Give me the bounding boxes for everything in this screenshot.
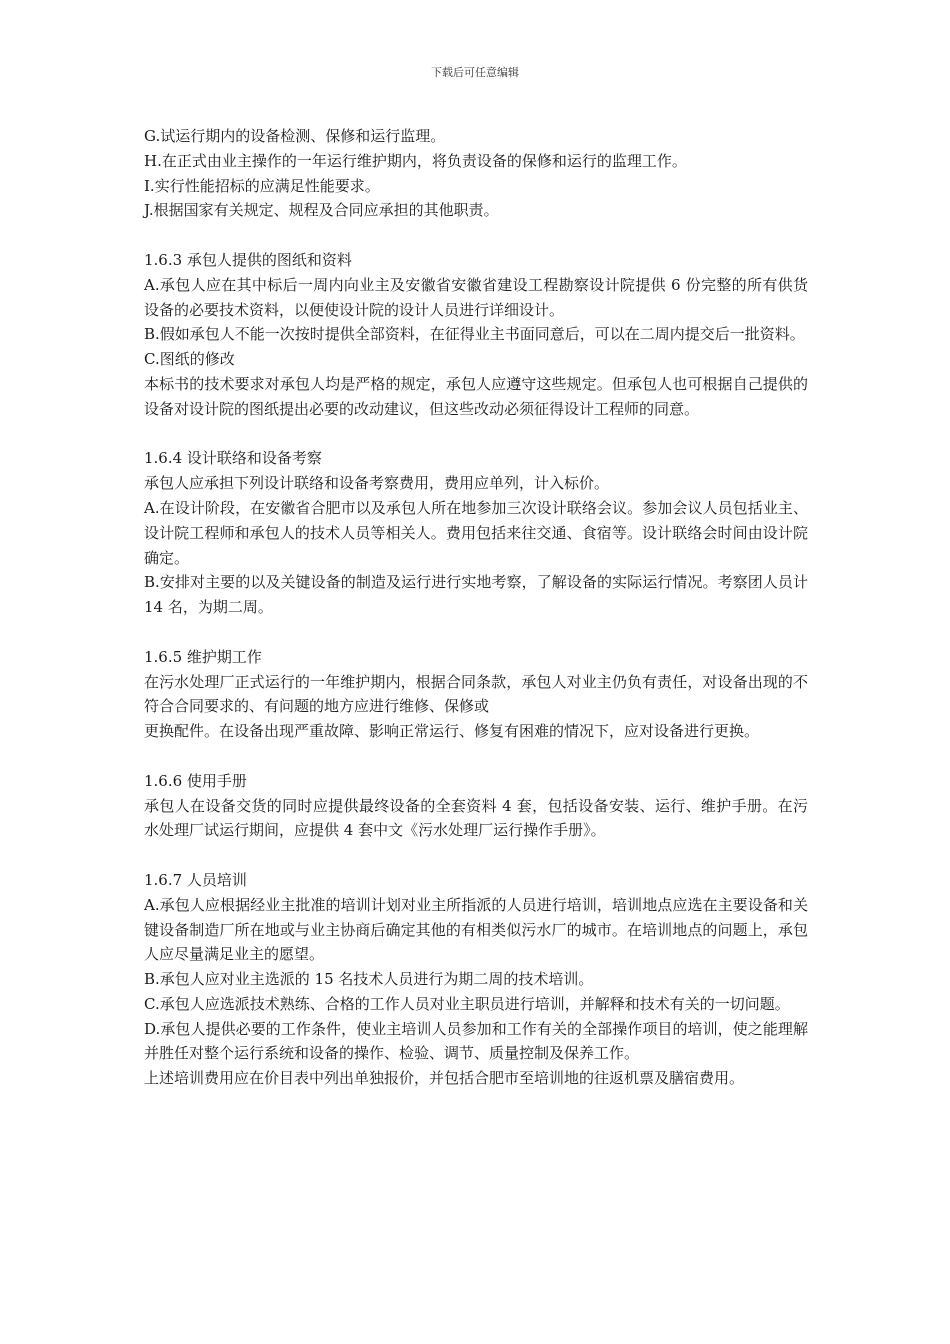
paragraph: B.假如承包人不能一次按时提供全部资料，在征得业主书面同意后，可以在二周内提交后一批资料。 — [144, 325, 805, 344]
paragraph: G.试运行期内的设备检测、保修和运行监理。 — [144, 127, 446, 145]
paragraph: 上述培训费用应在价目表中列出单独报价，并包括合肥市至培训地的往返机票及膳宿费用。 — [144, 1069, 745, 1088]
section-heading: 1.6.7 人员培训 — [144, 870, 247, 889]
paragraph-spacer — [144, 744, 808, 769]
paragraph-spacer — [144, 620, 808, 645]
paragraph: C.承包人应选派技术熟练、合格的工作人员对业主职员进行培训，并解释和技术有关的一切问题。 — [144, 994, 790, 1013]
paragraph: H.在正式由业主操作的一年运行维护期内，将负责设备的保修和运行的监理工作。 — [144, 151, 687, 170]
section-heading: 1.6.5 维护期工作 — [144, 647, 262, 666]
paragraph: C.图纸的修改 — [144, 350, 235, 369]
paragraph: 更换配件。在设备出现严重故障、影响正常运行、修复有困难的情况下，应对设备进行更换。 — [144, 722, 760, 741]
paragraph-spacer — [144, 422, 808, 447]
paragraph: A.在设计阶段，在安徽省合肥市以及承包人所在地参加三次设计联络会议。参加会议人员包括业主、设计院工程师和承包人的技术人员等相关人。费用包括来往交通、食宿等。设计联络会时间由设计院确定。 — [144, 498, 808, 567]
section-heading: 1.6.3 承包人提供的图纸和资料 — [144, 250, 352, 269]
section-heading: 1.6.6 使用手册 — [144, 771, 247, 790]
paragraph: B.安排对主要的以及关键设备的制造及运行进行实地考察，了解设备的实际运行情况。考察团人员计 14 名，为期二周。 — [144, 573, 808, 617]
document-body — [144, 124, 808, 1091]
paragraph-spacer — [144, 223, 808, 248]
paragraph: J.根据国家有关规定、规程及合同应承担的其他职责。 — [144, 201, 499, 220]
page-header: 下载后可任意编辑 — [431, 66, 519, 79]
paragraph: B.承包人应对业主选派的 15 名技术人员进行为期二周的技术培训。 — [144, 970, 594, 989]
paragraph: 承包人应承担下列设计联络和设备考察费用，费用应单列，计入标价。 — [144, 474, 610, 493]
paragraph: D.承包人提供必要的工作条件，使业主培训人员参加和工作有关的全部操作项目的培训，使之能理解并胜任对整个运行系统和设备的操作、检验、调节、质量控制及保养工作。 — [144, 1019, 808, 1063]
paragraph: 本标书的技术要求对承包人均是严格的规定，承包人应遵守这些规定。但承包人也可根据自己提供的设备对设计院的图纸提出必要的改动建议，但这些改动必须征得设计工程师的同意。 — [144, 374, 808, 418]
paragraph: I.实行性能招标的应满足性能要求。 — [144, 176, 380, 195]
paragraph: 承包人在设备交货的同时应提供最终设备的全套资料 4 套，包括设备安装、运行、维护手册。在污水处理厂试运行期间，应提供 4 套中文《污水处理厂运行操作手册》。 — [144, 796, 808, 840]
paragraph: 在污水处理厂正式运行的一年维护期内，根据合同条款，承包人对业主仍负有责任，对设备出现的不符合合同要求的、有问题的地方应进行维修、保修或 — [144, 672, 808, 716]
section-heading: 1.6.4 设计联络和设备考察 — [144, 449, 322, 468]
paragraph: A.承包人应根据经业主批准的培训计划对业主所指派的人员进行培训，培训地点应选在主要设备和关键设备制造厂所在地或与业主协商后确定其他的有相类似污水厂的城市。在培训地点的问题上，承包人应尽量满足业主的愿望。 — [144, 895, 808, 964]
paragraph: A.承包人应在其中标后一周内向业主及安徽省安徽省建设工程勘察设计院提供 6 份完整的所有供货设备的必要技术资料，以便使设计院的设计人员进行详细设计。 — [144, 275, 808, 319]
paragraph-spacer — [144, 843, 808, 868]
